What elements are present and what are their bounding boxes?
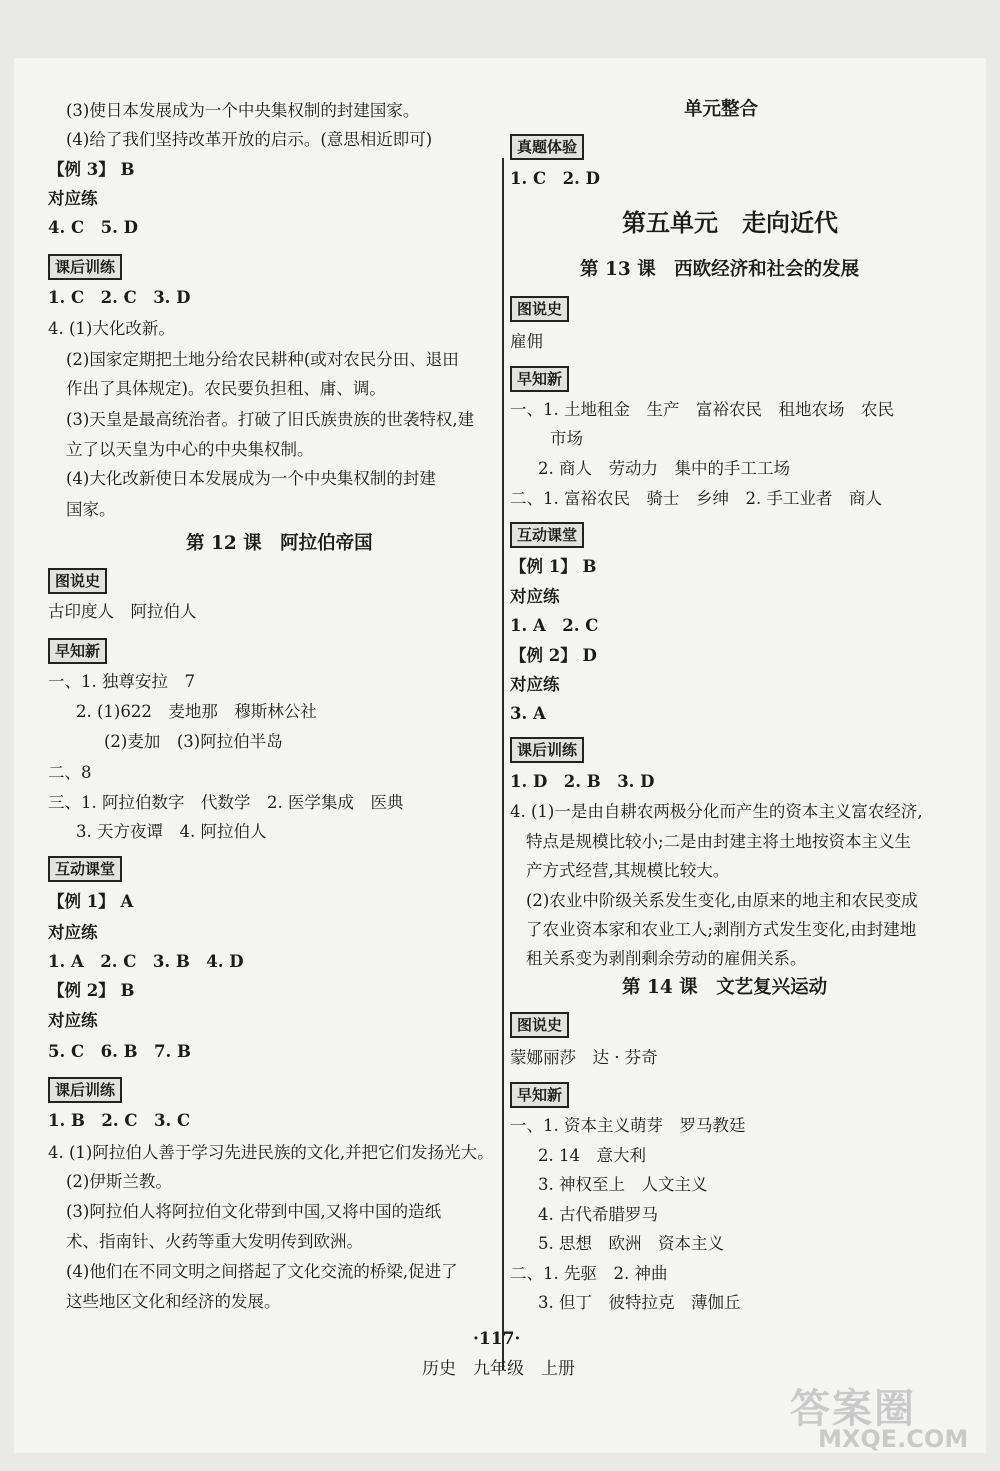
answer-line: 3. A [510, 704, 546, 723]
answer-line: 4. (1)大化改新。 [48, 319, 175, 338]
answer-line: (4)给了我们坚持改革开放的启示。(意思相近即可) [66, 130, 433, 149]
lesson-14-title: 第 14 课 文艺复兴运动 [622, 977, 828, 998]
answer-line: 这些地区文化和经济的发展。 [66, 1292, 281, 1311]
answer-line: (4)大化改新使日本发展成为一个中央集权制的封建 [66, 469, 436, 488]
answer-line: 一、1. 独尊安拉 7 [48, 672, 195, 691]
example-label: 【例 1】 B [510, 557, 597, 576]
section-tag-preview: 早知新 [48, 638, 107, 664]
answer-line: 3. 天方夜谭 4. 阿拉伯人 [76, 822, 267, 841]
answer-line: 雇佣 [510, 332, 543, 351]
section-tag-real-exam: 真题体验 [510, 134, 584, 160]
answer-line: 1. A 2. C 3. B 4. D [48, 952, 244, 971]
answer-line: 租关系变为剥削剩余劳动的雇佣关系。 [526, 949, 807, 968]
answer-line: 二、1. 富裕农民 骑士 乡绅 2. 手工业者 商人 [510, 489, 882, 508]
section-tag-preview: 早知新 [510, 1082, 569, 1108]
section-tag-picture-history: 图说史 [510, 296, 569, 322]
section-tag-preview: 早知新 [510, 366, 569, 392]
practice-label: 对应练 [48, 1011, 98, 1030]
answer-line: 二、1. 先驱 2. 神曲 [510, 1264, 668, 1283]
section-tag-picture-history: 图说史 [510, 1012, 569, 1038]
answer-line: 产方式经营,其规模比较大。 [526, 861, 730, 880]
answer-line: 了农业资本家和农业工人;剥削方式发生变化,由封建地 [526, 920, 917, 939]
answer-line: 2. 商人 劳动力 集中的手工工场 [538, 459, 790, 478]
answer-line: 4. 古代希腊罗马 [538, 1205, 658, 1224]
answer-line: (3)使日本发展成为一个中央集权制的封建国家。 [66, 101, 420, 120]
answer-line: 特点是规模比较小;二是由封建主将土地按资本主义生 [526, 832, 912, 851]
section-tag-picture-history: 图说史 [48, 568, 107, 594]
answer-line: 古印度人 阿拉伯人 [48, 602, 197, 621]
answer-line: (4)他们在不同文明之间搭起了文化交流的桥梁,促进了 [66, 1262, 458, 1281]
section-tag-interactive-class: 互动课堂 [48, 856, 122, 882]
unit-review-title: 单元整合 [684, 99, 759, 120]
answer-line: 一、1. 土地租金 生产 富裕农民 租地农场 农民 [510, 400, 894, 419]
watermark-text: 答案圈 [790, 1386, 916, 1432]
answer-line: 2. (1)622 麦地那 穆斯林公社 [76, 702, 317, 721]
section-tag-after-class: 课后训练 [48, 1077, 122, 1103]
answer-line: 术、指南针、火药等重大发明传到欧洲。 [66, 1232, 363, 1251]
page-number: ·117· [473, 1329, 521, 1349]
answer-line: 4. (1)阿拉伯人善于学习先进民族的文化,并把它们发扬光大。 [48, 1143, 494, 1162]
example-label: 【例 3】 B [48, 160, 135, 179]
answer-line: (2)农业中阶级关系发生变化,由原来的地主和农民变成 [526, 891, 918, 910]
answer-line: 作出了具体规定)。农民要负担租、庸、调。 [66, 379, 386, 398]
answer-page [14, 58, 986, 1453]
practice-label: 对应练 [510, 587, 560, 606]
answer-line: 国家。 [66, 500, 116, 519]
practice-label: 对应练 [510, 675, 560, 694]
example-label: 【例 1】 A [48, 892, 134, 911]
answer-line: (3)天皇是最高统治者。打破了旧氏族贵族的世袭特权,建 [66, 410, 475, 429]
book-title: 历史 九年级 上册 [422, 1359, 575, 1379]
answer-line: 1. C 2. D [510, 169, 600, 188]
answer-line: 三、1. 阿拉伯数字 代数学 2. 医学集成 医典 [48, 793, 404, 812]
lesson-13-title: 第 13 课 西欧经济和社会的发展 [580, 259, 860, 280]
lesson-12-title: 第 12 课 阿拉伯帝国 [186, 533, 373, 554]
section-tag-after-class: 课后训练 [510, 737, 584, 763]
answer-line: 3. 但丁 彼特拉克 薄伽丘 [538, 1293, 741, 1312]
unit-5-title: 第五单元 走向近代 [622, 208, 838, 237]
answer-line: (2)国家定期把土地分给农民耕种(或对农民分田、退田 [66, 350, 459, 369]
watermark-logo [782, 1373, 982, 1451]
answer-line: 1. C 2. C 3. D [48, 288, 191, 307]
answer-line: (3)阿拉伯人将阿拉伯文化带到中国,又将中国的造纸 [66, 1202, 442, 1221]
example-label: 【例 2】 D [510, 646, 597, 665]
answer-line: (2)伊斯兰教。 [66, 1172, 172, 1191]
answer-line: 5. 思想 欧洲 资本主义 [538, 1234, 724, 1253]
section-tag-interactive-class: 互动课堂 [510, 522, 584, 548]
answer-line: 5. C 6. B 7. B [48, 1042, 191, 1061]
answer-line: 二、8 [48, 763, 92, 782]
answer-line: 1. A 2. C [510, 616, 599, 635]
answer-line: (2)麦加 (3)阿拉伯半岛 [104, 732, 283, 751]
answer-line: 4. C 5. D [48, 218, 138, 237]
answer-line: 蒙娜丽莎 达 · 芬奇 [510, 1048, 658, 1067]
practice-label: 对应练 [48, 923, 98, 942]
answer-line: 一、1. 资本主义萌芽 罗马教廷 [510, 1116, 746, 1135]
answer-line: 1. B 2. C 3. C [48, 1111, 191, 1130]
answer-line: 立了以天皇为中心的中央集权制。 [66, 440, 314, 459]
watermark-url: MXQE.COM [818, 1425, 969, 1453]
answer-line: 3. 神权至上 人文主义 [538, 1175, 708, 1194]
section-tag-after-class: 课后训练 [48, 254, 122, 280]
example-label: 【例 2】 B [48, 981, 135, 1000]
answer-line: 4. (1)一是由自耕农两极分化而产生的资本主义富农经济, [510, 802, 923, 821]
answer-line: 1. D 2. B 3. D [510, 772, 655, 791]
answer-line: 市场 [550, 429, 583, 448]
answer-line: 2. 14 意大利 [538, 1146, 646, 1165]
column-divider [502, 158, 504, 1370]
practice-label: 对应练 [48, 189, 98, 208]
